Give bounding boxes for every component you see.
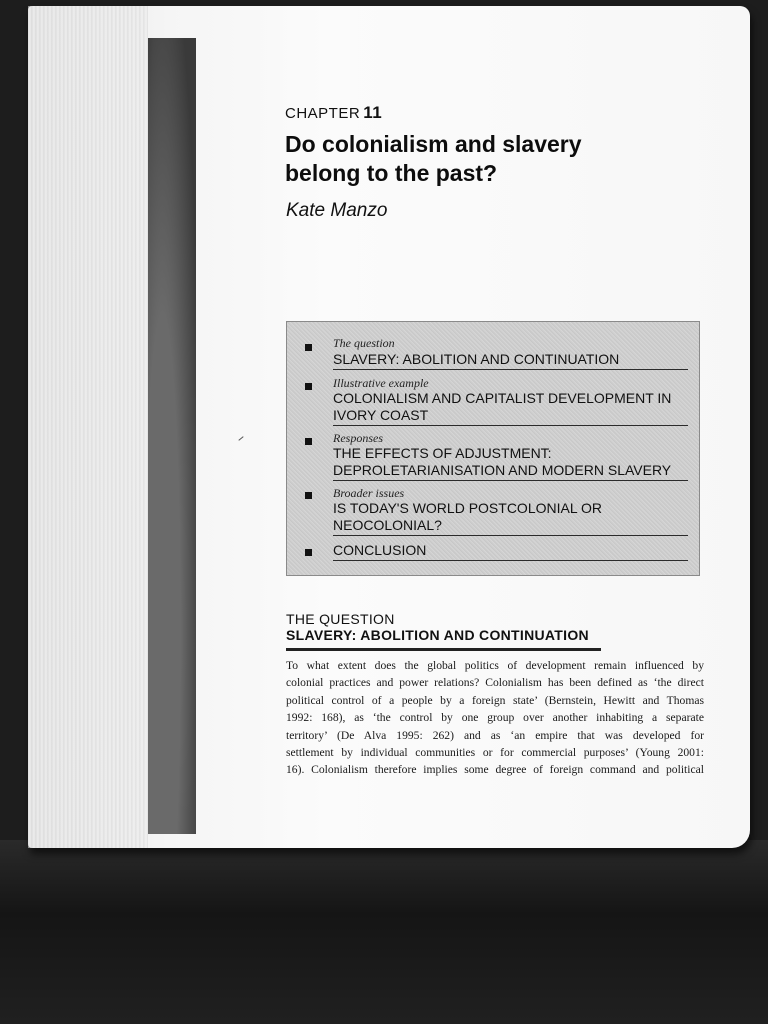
chapter-number: 11 <box>363 103 383 122</box>
contents-heading: DEPROLETARIANISATION AND MODERN SLAVERY <box>333 462 672 478</box>
contents-rule <box>333 369 688 370</box>
contents-heading: THE EFFECTS OF ADJUSTMENT: <box>333 445 552 461</box>
contents-bullet <box>305 383 312 390</box>
body-line: 16). Colonialism therefore implies some degree of foreign command and political <box>286 763 704 777</box>
chapter-title-line-1: Do colonialism and slavery <box>285 131 582 157</box>
chapter-title <box>285 130 665 188</box>
chapter-title-line-2: belong to the past? <box>285 160 498 186</box>
contents-bullet <box>305 549 312 556</box>
body-line: political control of a people by a foreign state’ (Bernstein, Hewitt and Thomas <box>286 693 704 707</box>
contents-category: Responses <box>333 431 383 445</box>
chapter-photo <box>148 38 196 834</box>
body-line: colonial practices and power relations? Colonialism has been defined as ‘the direct <box>286 676 704 690</box>
chapter-label <box>285 103 382 123</box>
section-title: SLAVERY: ABOLITION AND CONTINUATION <box>286 627 589 643</box>
contents-heading: SLAVERY: ABOLITION AND CONTINUATION <box>333 351 620 367</box>
contents-heading: CONCLUSION <box>333 542 427 558</box>
contents-bullet <box>305 438 312 445</box>
body-line: To what extent does the global politics of development remain influenced by <box>286 659 704 672</box>
contents-heading: COLONIALISM AND CAPITALIST DEVELOPMENT IN <box>333 390 672 406</box>
page-gutter-shadow <box>28 6 148 848</box>
contents-rule <box>333 535 688 536</box>
section-rule <box>286 648 601 651</box>
contents-heading: IVORY COAST <box>333 407 429 423</box>
contents-category: The question <box>333 336 395 350</box>
contents-rule <box>333 425 688 426</box>
body-line: territory’ (De Alva 1995: 262) and as ‘an empire that was developed for <box>286 728 704 742</box>
contents-rule <box>333 560 688 561</box>
body-line: settlement by individual communities or for commercial purposes’ (Young 2001: <box>286 746 704 760</box>
chapter-word: CHAPTER <box>285 105 361 122</box>
contents-category: Illustrative example <box>333 376 429 390</box>
contents-heading: IS TODAY'S WORLD POSTCOLONIAL OR <box>333 500 602 516</box>
scan-background <box>0 840 768 1024</box>
section-kicker: THE QUESTION <box>286 611 395 627</box>
contents-category: Broader issues <box>333 486 405 500</box>
chapter-author: Kate Manzo <box>286 200 388 221</box>
chapter-contents-box <box>286 321 700 576</box>
body-paragraph <box>286 657 704 779</box>
contents-rule <box>333 480 688 481</box>
body-line: 1992: 168), as ‘the control by one group over another inhabiting a separate <box>286 711 704 725</box>
contents-bullet <box>305 492 312 499</box>
contents-heading: NEOCOLONIAL? <box>333 517 442 533</box>
contents-bullet <box>305 344 312 351</box>
